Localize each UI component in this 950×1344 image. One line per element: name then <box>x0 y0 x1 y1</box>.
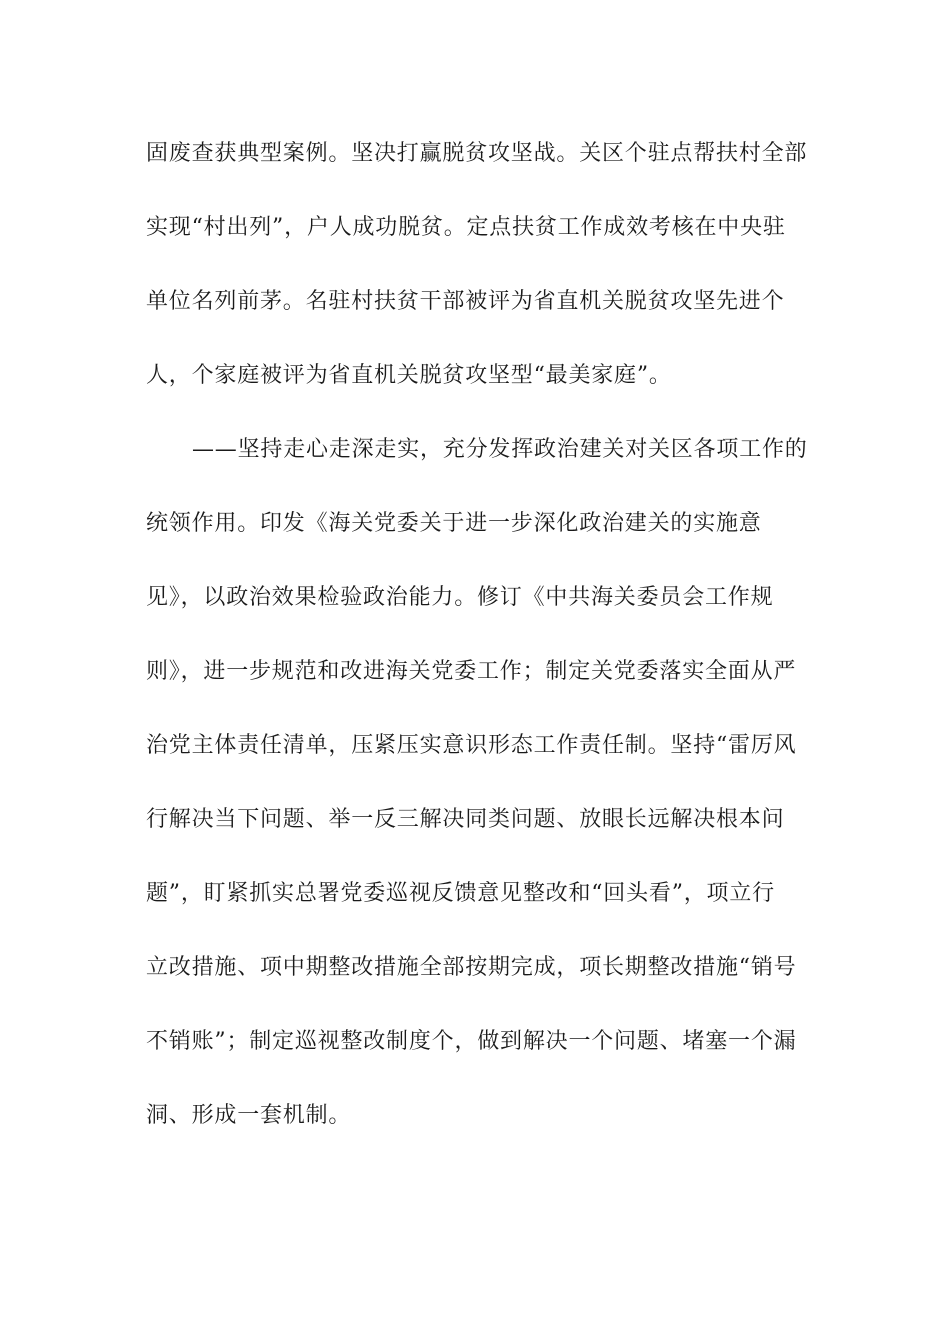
text-line: 治党主体责任清单，压紧压实意识形态工作责任制。坚持“雷厉风 <box>146 733 797 758</box>
text-line: 见》，以政治效果检验政治能力。修订《中共海关委员会工作规 <box>146 585 774 610</box>
text-line: 人，个家庭被评为省直机关脱贫攻坚型“最美家庭”。 <box>146 363 672 388</box>
text-line: 实现“村出列”，户人成功脱贫。定点扶贫工作成效考核在中央驻 <box>146 215 786 240</box>
text-line: 洞、形成一套机制。 <box>146 1103 352 1128</box>
text-line: 固废查获典型案例。坚决打赢脱贫攻坚战。关区个驻点帮扶村全部 <box>146 141 808 166</box>
text-line: 题”，盯紧抓实总署党委巡视反馈意见整改和“回头看”，项立行 <box>146 881 775 906</box>
text-line: 立改措施、项中期整改措施全部按期完成，项长期整改措施“销号 <box>146 955 797 980</box>
text-line: 统领作用。印发《海关党委关于进一步深化政治建关的实施意 <box>146 511 762 536</box>
text-line: 不销账”；制定巡视整改制度个，做到解决一个问题、堵塞一个漏 <box>146 1029 797 1054</box>
text-line: 行解决当下问题、举一反三解决同类问题、放眼长远解决根本问 <box>146 807 785 832</box>
text-line: 则》，进一步规范和改进海关党委工作；制定关党委落实全面从严 <box>146 659 797 684</box>
paragraph-start-line: ——坚持走心走深走实，充分发挥政治建关对关区各项工作的 <box>192 437 808 462</box>
text-line: 单位名列前茅。名驻村扶贫干部被评为省直机关脱贫攻坚先进个 <box>146 289 785 314</box>
